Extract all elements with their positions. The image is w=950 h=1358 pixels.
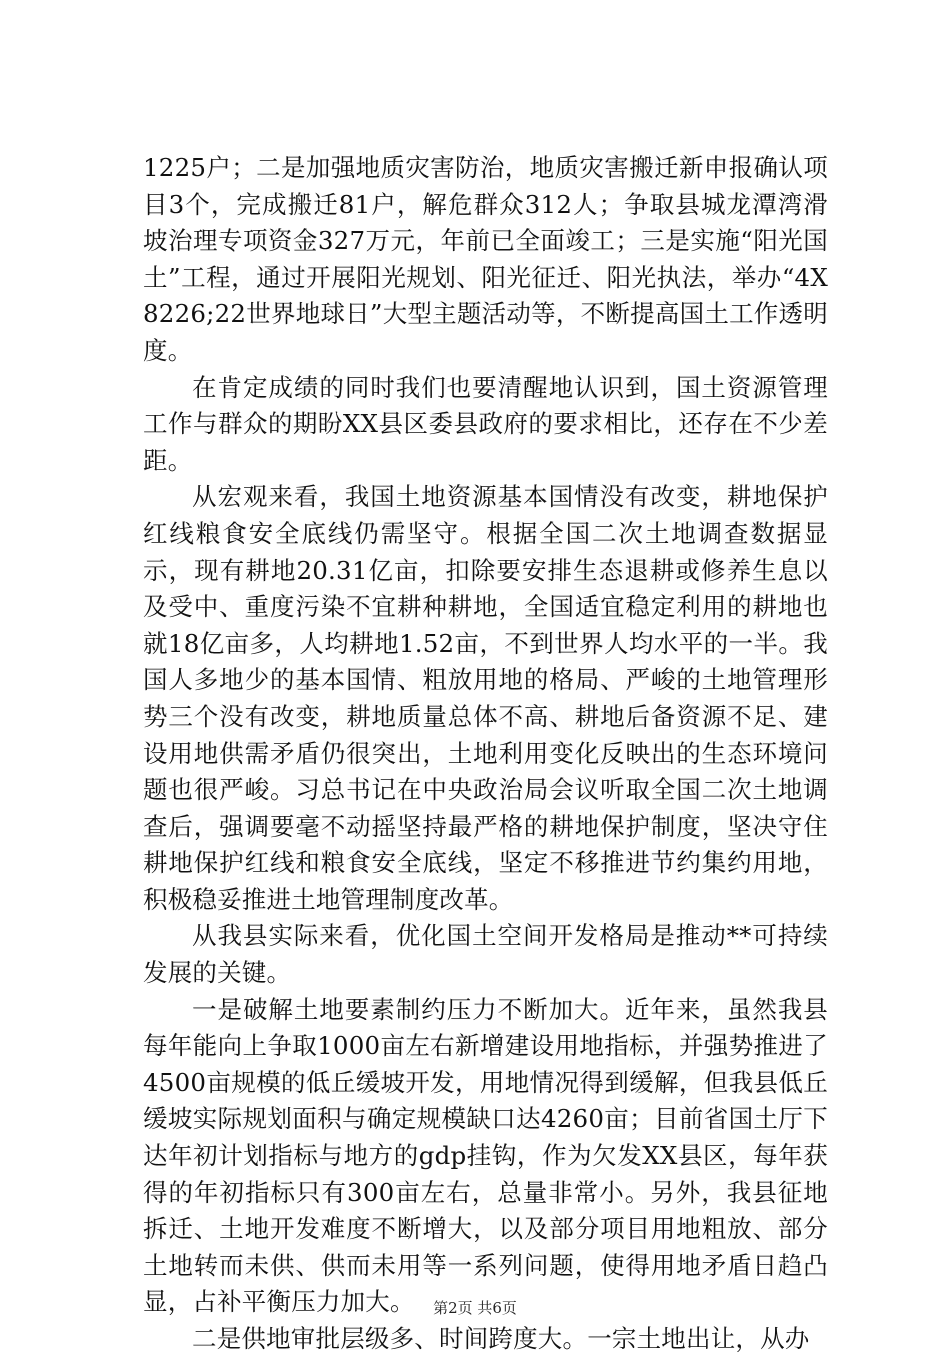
paragraph-point-one: 一是破解土地要素制约压力不断加大。近年来，虽然我县每年能向上争取1000亩左右新增建设用地指标，并强势推进了4500亩规模的低丘缓坡开发，用地情况得到缓解，但我县低丘缓坡实际规划面积与确定规模缺口达4260亩；目前省国土厅下达年初计划指标与地方的gdp挂钩，作为欠发XX县区，每年获得的年初指标只有300亩左右，总量非常小。另外，我县征地拆迁、土地开发难度不断增大，以及部分项目用地粗放、部分土地转而未供、供而未用等一系列问题，使得用地矛盾日趋凸显，占补平衡压力加大。 [143, 994, 828, 1317]
paragraph-point-two: 二是供地审批层级多、时间跨度大。一宗土地出让，从办 [192, 1324, 810, 1353]
page-number-footer: 第2页 共6页 [433, 1299, 517, 1317]
paragraph-continuation: 1225户；二是加强地质灾害防治，地质灾害搬迁新申报确认项目3个，完成搬迁81户，解危群众312人；争取县城龙潭湾滑坡治理专项资金327万元，年前已全面竣工；三是实施“阳光国土”工程，通过开展阳光规划、阳光征迁、阳光执法，举办“4X8226;22世界地球日”大型主题活动等，不断提高国土工作透明度。 [143, 153, 828, 365]
document-body [143, 150, 828, 1358]
paragraph-county-view: 从我县实际来看，优化国土空间开发格局是推动**可持续发展的关键。 [143, 921, 828, 988]
paragraph-macro-view: 从宏观来看，我国土地资源基本国情没有改变，耕地保护红线粮食安全底线仍需坚守。根据全国二次土地调查数据显示，现有耕地20.31亿亩，扣除要安排生态退耕或修养生息以及受中、重度污染不宜耕种耕地，全国适宜稳定利用的耕地也就18亿亩多，人均耕地1.52亩，不到世界人均水平的一半。我国人多地少的基本国情、粗放用地的格局、严峻的土地管理形势三个没有改变，耕地质量总体不高、耕地后备资源不足、建设用地供需矛盾仍很突出，土地利用变化反映出的生态环境问题也很严峻。习总书记在中央政治局会议听取全国二次土地调查后，强调要毫不动摇坚持最严格的耕地保护制度，坚决守住耕地保护红线和粮食安全底线，坚定不移推进节约集约用地，积极稳妥推进土地管理制度改革。 [143, 482, 828, 914]
paragraph-gap-recognition: 在肯定成绩的同时我们也要清醒地认识到，国土资源管理工作与群众的期盼XX县区委县政府的要求相比，还存在不少差距。 [143, 372, 828, 475]
